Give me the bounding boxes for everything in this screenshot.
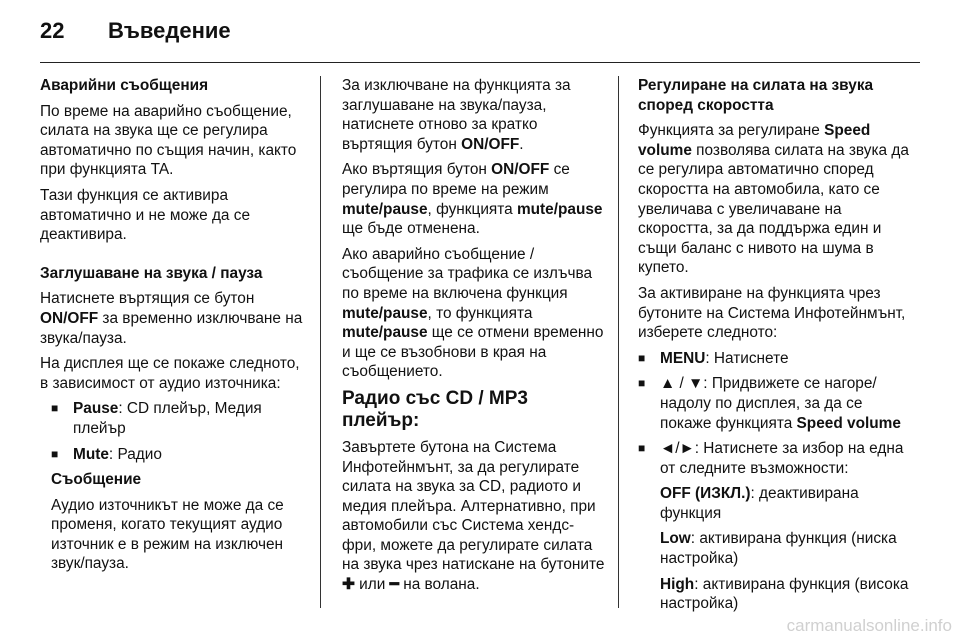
column-2 [342, 76, 607, 601]
list-item [638, 349, 913, 369]
radio-heading: Радио със CD / MP3 плейър: [342, 387, 528, 431]
column-3 [638, 76, 913, 620]
page-title: Въведение [108, 18, 231, 43]
column-1 [40, 76, 310, 580]
bullet-icon: ■ [638, 441, 646, 456]
watermark: carmanualsonline.info [786, 616, 952, 635]
text-run: ще се отмени временно и ще се възобнови в края на съобщението. [342, 324, 604, 381]
text-run: Ако аварийно съобщение / съобщение за трафика се излъчва по време на включена функция [342, 245, 593, 302]
col2-paragraph-2 [342, 160, 607, 238]
text-run: Функцията за регулиране [638, 122, 825, 140]
text-run: : Натиснете за избор на една от следните възможности: [660, 440, 904, 477]
up-down-arrow-icon: ▲ / ▼ [660, 375, 704, 393]
text-run: Завъртете бутона на Система Инфотейнмънт, за да регулирате силата на звука за CD, радиото и медия плейъра. Алтернативно, при автомобили със Система хендс-фри, можете да регулирате силата на звука чрез натискане на бутоните [342, 438, 605, 574]
message-text: Аудио източникът не може да се променя, когато текущият аудио източник е в режим на изключен звук/пауза. [51, 496, 284, 573]
text-run: за временно изключване на звука/пауза. [40, 309, 303, 347]
header-rule [40, 62, 920, 63]
list-item [638, 374, 913, 433]
list-item [638, 439, 913, 478]
left-right-arrow-icon: ◄/► [660, 440, 695, 458]
bullet-icon: ■ [638, 350, 646, 365]
mute-paragraph-2: На дисплея ще се покаже следното, в зависимост от аудио източника: [40, 355, 300, 392]
mute-pause-key: mute/pause [342, 304, 428, 322]
mute-heading: Заглушаване на звука / пауза [40, 264, 263, 282]
col3-paragraph-2: За активиране на функцията чрез бутоните на Система Инфотейнмънт, изберете следното: [638, 284, 906, 342]
text-run: : Натиснете [705, 349, 789, 367]
text-run: : Придвижете се нагоре/ надолу по дисплея, за да се покаже функцията [660, 375, 877, 432]
page-number: 22 [40, 18, 65, 43]
option-off [660, 484, 913, 523]
option-key: Low [660, 530, 691, 548]
text-run: Ако въртящия бутон [342, 161, 492, 179]
bullet-icon: ■ [51, 446, 59, 461]
col2-paragraph-3 [342, 245, 607, 382]
bullet-icon: ■ [51, 401, 59, 416]
option-low [660, 529, 913, 568]
text-run: на волана. [398, 576, 480, 594]
speed-volume-heading: Регулиране на силата на звука според скоростта [638, 77, 874, 114]
text-run: . [519, 135, 524, 153]
col2-paragraph-1 [342, 76, 607, 154]
pause-key: Pause [73, 400, 119, 418]
mute-pause-key: mute/pause [516, 200, 603, 218]
text-run: позволява силата на звука да се регулира автоматично според скоростта на автомобила, като се увеличава с увеличаване на скоростта, за да поддържа един и същи баланс с нивото на шума в купето. [638, 141, 909, 277]
on-off-key: ON/OFF [461, 135, 520, 153]
alarm-paragraph-1: По време на аварийно съобщение, силата на звука ще се регулира автоматично по същия начин, както при функцията TA. [40, 102, 297, 179]
option-key: High [660, 575, 695, 593]
text-run: ще бъде отменена. [342, 220, 480, 238]
col2-paragraph-4 [342, 438, 607, 595]
on-off-key: ON/OFF [491, 161, 550, 179]
option-high [660, 575, 913, 614]
alarm-paragraph-2: Тази функция се активира автоматично и не може да се деактивира. [40, 186, 251, 244]
text-run: , то функцията [427, 304, 533, 322]
minus-icon: ━ [389, 576, 399, 594]
text-run: : деактивирана функция [660, 485, 859, 522]
col3-paragraph-1 [638, 121, 913, 278]
text-run: се регулира по време на режим [342, 161, 570, 198]
mute-pause-key: mute/pause [342, 200, 428, 218]
speed-volume-key: Speed volume [638, 122, 871, 159]
list-item [40, 399, 310, 438]
plus-icon: ✚ [342, 576, 355, 594]
page-header [40, 18, 231, 44]
text-run: : активирана функция (ниска настройка) [660, 530, 897, 568]
text-run: : активирана функция (висока настройка) [660, 575, 909, 613]
bullet-icon: ■ [638, 376, 646, 391]
mute-pause-key: mute/pause [342, 324, 428, 342]
option-key: OFF (ИЗКЛ.) [660, 485, 751, 503]
mute-key: Mute [73, 445, 109, 463]
text-run: или [354, 576, 390, 594]
text-run: Натиснете въртящия се бутон [40, 290, 255, 308]
mute-paragraph-1 [40, 289, 310, 348]
column-divider-1 [320, 76, 321, 608]
menu-key: MENU [660, 349, 706, 367]
alarm-heading: Аварийни съобщения [40, 77, 209, 94]
column-divider-2 [618, 76, 619, 608]
on-off-key: ON/OFF [40, 309, 99, 327]
message-heading: Съобщение [51, 471, 142, 489]
speed-volume-key: Speed volume [796, 414, 901, 432]
text-run: : CD плейър, Медия плейър [73, 400, 262, 437]
list-item [40, 445, 310, 465]
text-run: За изключване на функцията за заглушаване на звука/пауза, натиснете отново за кратко въртящия бутон [342, 77, 571, 153]
text-run: , функцията [427, 200, 517, 218]
text-run: : Радио [108, 445, 162, 463]
